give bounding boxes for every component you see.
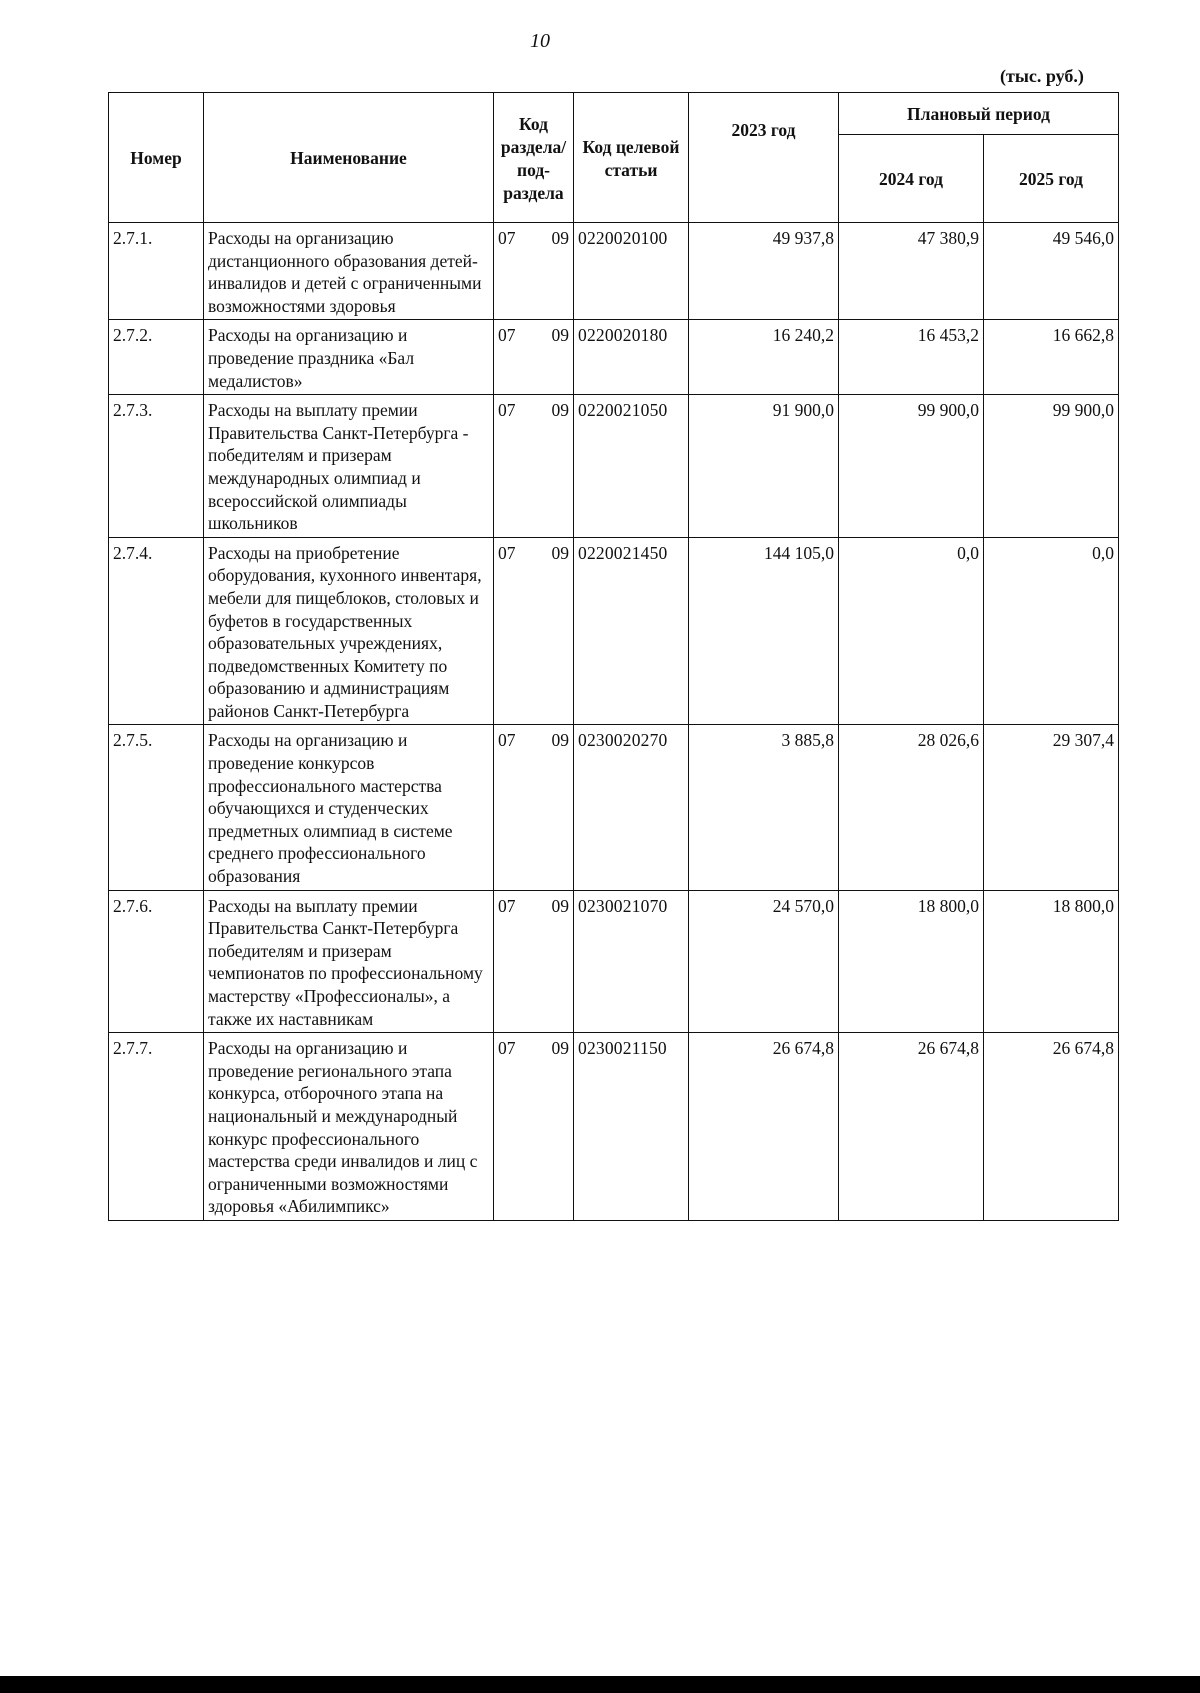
row-section: 07 [498, 730, 516, 751]
row-number: 2.7.6. [109, 890, 204, 1033]
row-amount-2024: 28 026,6 [839, 725, 984, 890]
row-section-code [494, 223, 574, 320]
row-amount-2025: 99 900,0 [984, 395, 1119, 538]
row-section-code [494, 1033, 574, 1221]
row-amount-2025: 26 674,8 [984, 1033, 1119, 1221]
row-section-code [494, 725, 574, 890]
row-number: 2.7.7. [109, 1033, 204, 1221]
table-body [109, 223, 1119, 1221]
row-amount-2024: 47 380,9 [839, 223, 984, 320]
row-section: 07 [498, 228, 516, 248]
header-row [109, 93, 1119, 135]
row-target-code: 0220021450 [574, 537, 689, 725]
row-number: 2.7.1. [109, 223, 204, 320]
row-amount-2025: 0,0 [984, 537, 1119, 725]
row-subsection: 09 [551, 325, 569, 346]
row-amount-2024: 99 900,0 [839, 395, 984, 538]
row-amount-2024: 16 453,2 [839, 320, 984, 395]
row-subsection: 09 [551, 400, 569, 421]
row-subsection: 09 [551, 228, 569, 248]
row-subsection: 09 [551, 895, 569, 916]
row-section: 07 [498, 325, 516, 346]
row-name: Расходы на организацию и проведение регионального этапа конкурса, отборочного этапа на национальный и международный конкурс профессионального мастерства среди инвалидов и лиц с ограниченными возможностями здоровья «Абилимпикс» [204, 1033, 494, 1221]
header-section-code: Код раздела/ под-раздела [494, 93, 574, 223]
units-label: (тыс. руб.) [1000, 66, 1084, 86]
row-amount-2024: 26 674,8 [839, 1033, 984, 1221]
table-row [109, 320, 1119, 395]
row-section-code [494, 537, 574, 725]
row-amount-2024: 0,0 [839, 537, 984, 725]
row-name: Расходы на приобретение оборудования, кухонного инвентаря, мебели для пищеблоков, столовых и буфетов в государственных образовательных учреждениях, подведомственных Комитету по образованию и администрациям районов Санкт-Петербурга [204, 537, 494, 725]
row-section: 07 [498, 542, 516, 563]
row-number: 2.7.4. [109, 537, 204, 725]
row-section: 07 [498, 895, 516, 916]
header-name: Наименование [204, 93, 494, 223]
row-section-code [494, 320, 574, 395]
table-row [109, 537, 1119, 725]
row-amount-2023: 16 240,2 [689, 320, 839, 395]
row-name: Расходы на выплату премии Правительства Санкт-Петербурга - победителям и призерам международных олимпиад и всероссийской олимпиады школьников [204, 395, 494, 538]
row-number: 2.7.5. [109, 725, 204, 890]
row-name: Расходы на организацию и проведение конкурсов профессионального мастерства обучающихся и студенческих предметных олимпиад в системе среднего профессионального образования [204, 725, 494, 890]
row-amount-2023: 26 674,8 [689, 1033, 839, 1221]
row-amount-2023: 144 105,0 [689, 537, 839, 725]
row-number: 2.7.3. [109, 395, 204, 538]
row-amount-2023: 91 900,0 [689, 395, 839, 538]
row-name: Расходы на выплату премии Правительства Санкт-Петербурга победителям и призерам чемпионатов по профессиональному мастерству «Профессионалы», а также их наставникам [204, 890, 494, 1033]
row-section: 07 [498, 1038, 516, 1059]
table-row [109, 1033, 1119, 1221]
row-amount-2025: 49 546,0 [984, 223, 1119, 320]
header-planned-period: Плановый период [839, 93, 1119, 135]
row-target-code: 0220021050 [574, 395, 689, 538]
budget-table [108, 92, 1119, 1221]
row-section-code [494, 890, 574, 1033]
table-row [109, 223, 1119, 320]
row-target-code: 0230021150 [574, 1033, 689, 1221]
table-row [109, 395, 1119, 538]
row-target-code: 0230020270 [574, 725, 689, 890]
row-target-code: 0230021070 [574, 890, 689, 1033]
table-row [109, 890, 1119, 1033]
row-number: 2.7.2. [109, 320, 204, 395]
row-name: Расходы на организацию дистанционного образования детей-инвалидов и детей с ограниченными возможностями здоровья [204, 223, 494, 320]
header-target-code: Код целевой статьи [574, 93, 689, 223]
row-amount-2025: 18 800,0 [984, 890, 1119, 1033]
row-amount-2024: 18 800,0 [839, 890, 984, 1033]
row-amount-2023: 3 885,8 [689, 725, 839, 890]
row-amount-2023: 24 570,0 [689, 890, 839, 1033]
row-subsection: 09 [551, 542, 569, 563]
row-name: Расходы на организацию и проведение праздника «Бал медалистов» [204, 320, 494, 395]
row-section: 07 [498, 400, 516, 421]
page-number: 10 [530, 30, 550, 52]
row-section-code [494, 395, 574, 538]
header-number: Номер [109, 93, 204, 223]
header-year-2025: 2025 год [984, 135, 1119, 223]
table-row [109, 725, 1119, 890]
row-subsection: 09 [551, 730, 569, 751]
row-subsection: 09 [551, 1038, 569, 1059]
header-year-2023: 2023 год [689, 93, 839, 223]
header-year-2024: 2024 год [839, 135, 984, 223]
row-target-code: 0220020100 [574, 223, 689, 320]
row-amount-2023: 49 937,8 [689, 223, 839, 320]
row-amount-2025: 29 307,4 [984, 725, 1119, 890]
row-target-code: 0220020180 [574, 320, 689, 395]
scan-edge-bar [0, 1676, 1200, 1693]
row-amount-2025: 16 662,8 [984, 320, 1119, 395]
